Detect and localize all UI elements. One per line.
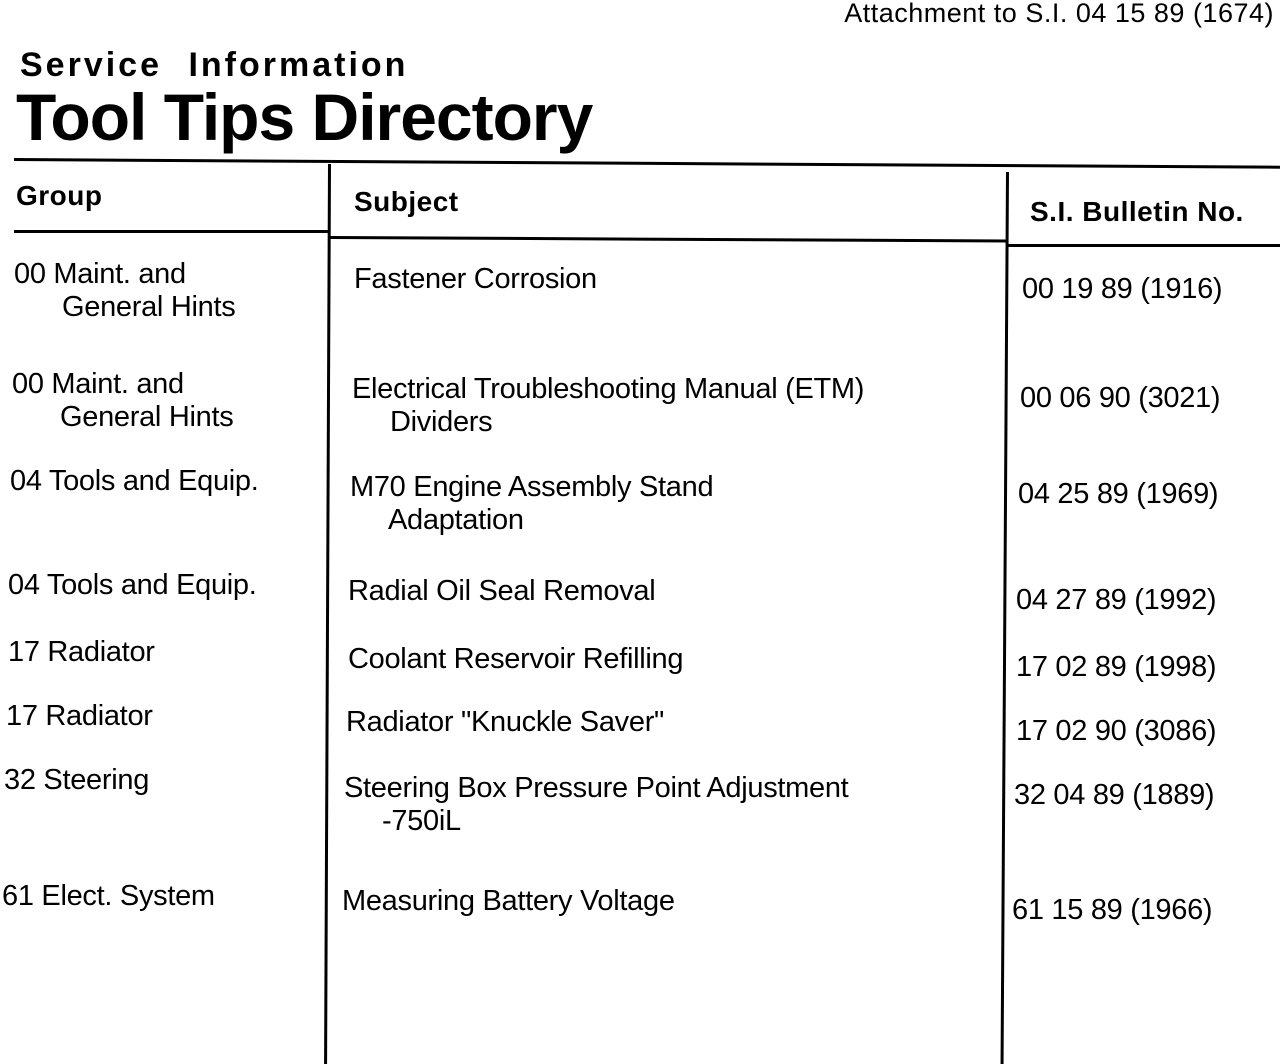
table-row-group bbox=[2, 880, 215, 913]
subject-line-1: Electrical Troubleshooting Manual (ETM) bbox=[352, 373, 865, 405]
attachment-reference: Attachment to S.I. 04 15 89 (1674) bbox=[844, 0, 1274, 28]
subject-line-1: Fastener Corrosion bbox=[354, 263, 597, 295]
subject-line-2: Adaptation bbox=[388, 504, 524, 536]
subject-line-1: Radial Oil Seal Removal bbox=[348, 575, 656, 607]
bulletin-header-rule bbox=[1006, 244, 1280, 247]
table-row-subject bbox=[346, 706, 664, 739]
group-header-rule bbox=[14, 230, 330, 233]
group-line-2: General Hints bbox=[60, 401, 234, 433]
table-row-bulletin: 04 25 89 (1969) bbox=[1018, 478, 1219, 510]
group-line-2: General Hints bbox=[62, 291, 236, 323]
column-header-bulletin: S.I. Bulletin No. bbox=[1030, 196, 1244, 227]
subject-line-1: Steering Box Pressure Point Adjustment bbox=[344, 772, 849, 804]
subject-line-1: Radiator "Knuckle Saver" bbox=[346, 706, 665, 738]
table-row-subject bbox=[354, 263, 597, 296]
table-row-bulletin: 61 15 89 (1966) bbox=[1012, 894, 1213, 926]
table-row-bulletin: 17 02 90 (3086) bbox=[1016, 715, 1217, 747]
table-row-group bbox=[8, 569, 257, 602]
table-row-bulletin: 17 02 89 (1998) bbox=[1016, 651, 1217, 683]
page-title: Tool Tips Directory bbox=[16, 80, 593, 154]
table-row-group bbox=[12, 368, 233, 434]
subject-line-2: Dividers bbox=[390, 406, 493, 438]
group-line-1: 00 Maint. and bbox=[12, 368, 184, 400]
subject-line-2: -750iL bbox=[382, 805, 461, 837]
subject-line-1: M70 Engine Assembly Stand bbox=[350, 471, 714, 503]
table-row-group bbox=[8, 636, 155, 669]
subject-header-rule bbox=[330, 236, 1008, 243]
subject-line-1: Measuring Battery Voltage bbox=[342, 885, 675, 917]
table-row-group bbox=[10, 465, 259, 498]
table-row-bulletin: 00 06 90 (3021) bbox=[1020, 382, 1221, 414]
subject-line-1: Coolant Reservoir Refilling bbox=[348, 643, 684, 675]
column-header-group: Group bbox=[16, 180, 103, 211]
table-row-bulletin: 32 04 89 (1889) bbox=[1014, 779, 1215, 811]
group-line-1: 04 Tools and Equip. bbox=[10, 465, 259, 497]
table-row-subject bbox=[350, 471, 713, 537]
title-rule bbox=[14, 158, 1280, 169]
group-line-1: 61 Elect. System bbox=[2, 880, 215, 912]
table-row-group bbox=[4, 764, 149, 797]
table-row-subject bbox=[348, 643, 683, 676]
group-line-1: 00 Maint. and bbox=[14, 258, 186, 290]
column-divider-2 bbox=[1001, 172, 1009, 1064]
table-row-group bbox=[14, 258, 235, 324]
column-divider-1 bbox=[324, 164, 331, 1064]
group-line-1: 17 Radiator bbox=[6, 700, 153, 732]
table-row-bulletin: 00 19 89 (1916) bbox=[1022, 273, 1223, 305]
table-row-subject bbox=[344, 772, 848, 838]
column-header-subject: Subject bbox=[354, 186, 459, 217]
group-line-1: 32 Steering bbox=[4, 764, 150, 796]
table-row-group bbox=[6, 700, 153, 733]
table-row-bulletin: 04 27 89 (1992) bbox=[1016, 584, 1217, 616]
table-row-subject bbox=[342, 885, 675, 918]
table-row-subject bbox=[352, 373, 864, 439]
group-line-1: 04 Tools and Equip. bbox=[8, 569, 257, 601]
section-kicker: Service Information bbox=[20, 46, 409, 84]
group-line-1: 17 Radiator bbox=[8, 636, 155, 668]
table-row-subject bbox=[348, 575, 655, 608]
